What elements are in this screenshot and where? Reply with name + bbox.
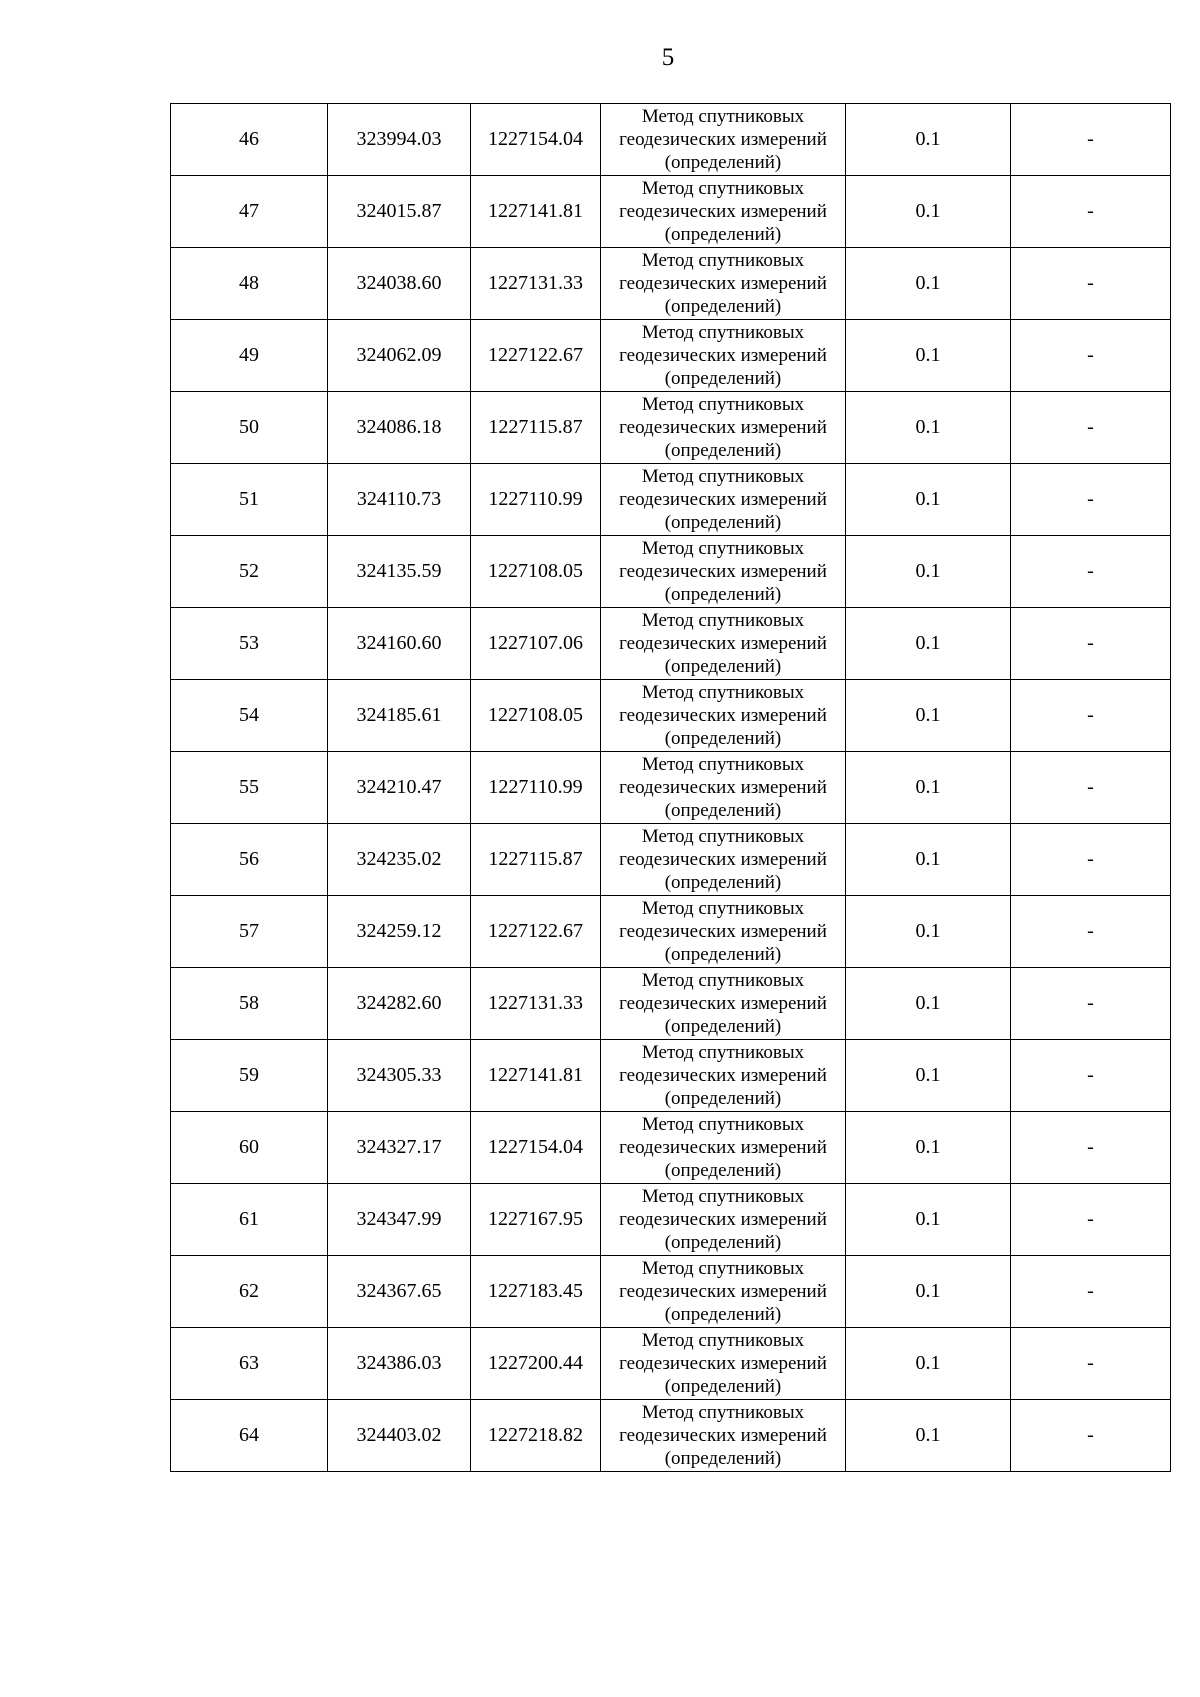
method-text-line: геодезических измерений <box>619 921 827 942</box>
method-cell <box>601 1184 846 1256</box>
table-row <box>171 896 1171 968</box>
table-row <box>171 608 1171 680</box>
point-number-cell: 47 <box>171 176 328 248</box>
x-coordinate-cell: 324235.02 <box>328 824 471 896</box>
method-cell <box>601 896 846 968</box>
method-cell <box>601 392 846 464</box>
table-row <box>171 824 1171 896</box>
method-text-line: Метод спутниковых <box>641 1402 805 1423</box>
method-text-line: Метод спутниковых <box>641 610 805 631</box>
note-cell: - <box>1011 104 1171 176</box>
x-coordinate-cell: 324386.03 <box>328 1328 471 1400</box>
note-cell: - <box>1011 176 1171 248</box>
coordinates-table <box>170 103 1171 1472</box>
method-text-line: (определений) <box>664 1376 782 1397</box>
y-coordinate-cell: 1227108.05 <box>471 536 601 608</box>
y-coordinate-cell: 1227141.81 <box>471 176 601 248</box>
method-text-line: Метод спутниковых <box>641 826 805 847</box>
method-text-line: геодезических измерений <box>619 489 827 510</box>
y-coordinate-cell: 1227218.82 <box>471 1400 601 1472</box>
accuracy-cell: 0.1 <box>846 104 1011 176</box>
table-row <box>171 248 1171 320</box>
table-row <box>171 536 1171 608</box>
note-cell: - <box>1011 392 1171 464</box>
accuracy-cell: 0.1 <box>846 680 1011 752</box>
y-coordinate-cell: 1227108.05 <box>471 680 601 752</box>
y-coordinate-cell: 1227122.67 <box>471 320 601 392</box>
accuracy-cell: 0.1 <box>846 320 1011 392</box>
method-text-line: (определений) <box>664 656 782 677</box>
table-row <box>171 968 1171 1040</box>
point-number-cell: 56 <box>171 824 328 896</box>
accuracy-cell: 0.1 <box>846 1256 1011 1328</box>
method-text-line: Метод спутниковых <box>641 106 805 127</box>
note-cell: - <box>1011 1184 1171 1256</box>
method-cell <box>601 824 846 896</box>
x-coordinate-cell: 324327.17 <box>328 1112 471 1184</box>
method-cell <box>601 536 846 608</box>
point-number-cell: 54 <box>171 680 328 752</box>
method-text-line: Метод спутниковых <box>641 754 805 775</box>
method-text-line: (определений) <box>664 1088 782 1109</box>
method-text-line: геодезических измерений <box>619 1065 827 1086</box>
y-coordinate-cell: 1227131.33 <box>471 968 601 1040</box>
x-coordinate-cell: 324403.02 <box>328 1400 471 1472</box>
method-text-line: Метод спутниковых <box>641 466 805 487</box>
method-cell <box>601 1112 846 1184</box>
method-cell <box>601 176 846 248</box>
method-text-line: (определений) <box>664 872 782 893</box>
method-text-line: (определений) <box>664 296 782 317</box>
accuracy-cell: 0.1 <box>846 896 1011 968</box>
method-text-line: Метод спутниковых <box>641 970 805 991</box>
note-cell: - <box>1011 752 1171 824</box>
table-row <box>171 680 1171 752</box>
method-text-line: Метод спутниковых <box>641 1042 805 1063</box>
method-cell <box>601 248 846 320</box>
y-coordinate-cell: 1227115.87 <box>471 392 601 464</box>
method-text-line: геодезических измерений <box>619 273 827 294</box>
point-number-cell: 48 <box>171 248 328 320</box>
y-coordinate-cell: 1227122.67 <box>471 896 601 968</box>
y-coordinate-cell: 1227131.33 <box>471 248 601 320</box>
accuracy-cell: 0.1 <box>846 1040 1011 1112</box>
method-text-line: геодезических измерений <box>619 1209 827 1230</box>
method-text-line: геодезических измерений <box>619 345 827 366</box>
note-cell: - <box>1011 320 1171 392</box>
accuracy-cell: 0.1 <box>846 824 1011 896</box>
accuracy-cell: 0.1 <box>846 608 1011 680</box>
accuracy-cell: 0.1 <box>846 392 1011 464</box>
method-text-line: (определений) <box>664 1016 782 1037</box>
method-text-line: (определений) <box>664 368 782 389</box>
method-text-line: Метод спутниковых <box>641 1330 805 1351</box>
x-coordinate-cell: 323994.03 <box>328 104 471 176</box>
point-number-cell: 58 <box>171 968 328 1040</box>
method-text-line: (определений) <box>664 1448 782 1469</box>
point-number-cell: 57 <box>171 896 328 968</box>
accuracy-cell: 0.1 <box>846 248 1011 320</box>
table-row <box>171 1184 1171 1256</box>
point-number-cell: 49 <box>171 320 328 392</box>
y-coordinate-cell: 1227115.87 <box>471 824 601 896</box>
method-text-line: геодезических измерений <box>619 1425 827 1446</box>
x-coordinate-cell: 324305.33 <box>328 1040 471 1112</box>
note-cell: - <box>1011 1040 1171 1112</box>
method-text-line: геодезических измерений <box>619 633 827 654</box>
method-text-line: геодезических измерений <box>619 705 827 726</box>
x-coordinate-cell: 324367.65 <box>328 1256 471 1328</box>
method-cell <box>601 752 846 824</box>
note-cell: - <box>1011 680 1171 752</box>
accuracy-cell: 0.1 <box>846 464 1011 536</box>
x-coordinate-cell: 324282.60 <box>328 968 471 1040</box>
table-row <box>171 320 1171 392</box>
method-cell <box>601 320 846 392</box>
note-cell: - <box>1011 1328 1171 1400</box>
method-cell <box>601 968 846 1040</box>
point-number-cell: 64 <box>171 1400 328 1472</box>
method-cell <box>601 1040 846 1112</box>
method-cell <box>601 1256 846 1328</box>
table-row <box>171 464 1171 536</box>
point-number-cell: 50 <box>171 392 328 464</box>
table-row <box>171 176 1171 248</box>
method-text-line: геодезических измерений <box>619 201 827 222</box>
y-coordinate-cell: 1227167.95 <box>471 1184 601 1256</box>
point-number-cell: 55 <box>171 752 328 824</box>
method-text-line: (определений) <box>664 728 782 749</box>
method-text-line: Метод спутниковых <box>641 1186 805 1207</box>
x-coordinate-cell: 324347.99 <box>328 1184 471 1256</box>
x-coordinate-cell: 324062.09 <box>328 320 471 392</box>
point-number-cell: 60 <box>171 1112 328 1184</box>
method-text-line: Метод спутниковых <box>641 322 805 343</box>
y-coordinate-cell: 1227154.04 <box>471 1112 601 1184</box>
method-text-line: геодезических измерений <box>619 1353 827 1374</box>
x-coordinate-cell: 324135.59 <box>328 536 471 608</box>
method-text-line: Метод спутниковых <box>641 682 805 703</box>
point-number-cell: 51 <box>171 464 328 536</box>
method-text-line: (определений) <box>664 1160 782 1181</box>
method-text-line: геодезических измерений <box>619 993 827 1014</box>
method-text-line: Метод спутниковых <box>641 1114 805 1135</box>
method-text-line: (определений) <box>664 152 782 173</box>
x-coordinate-cell: 324160.60 <box>328 608 471 680</box>
point-number-cell: 63 <box>171 1328 328 1400</box>
x-coordinate-cell: 324210.47 <box>328 752 471 824</box>
point-number-cell: 62 <box>171 1256 328 1328</box>
method-text-line: Метод спутниковых <box>641 538 805 559</box>
method-text-line: геодезических измерений <box>619 777 827 798</box>
method-text-line: геодезических измерений <box>619 1137 827 1158</box>
table-row <box>171 1112 1171 1184</box>
note-cell: - <box>1011 1400 1171 1472</box>
method-text-line: Метод спутниковых <box>641 898 805 919</box>
point-number-cell: 53 <box>171 608 328 680</box>
method-text-line: (определений) <box>664 800 782 821</box>
accuracy-cell: 0.1 <box>846 1328 1011 1400</box>
note-cell: - <box>1011 968 1171 1040</box>
method-text-line: (определений) <box>664 440 782 461</box>
method-cell <box>601 1328 846 1400</box>
method-cell <box>601 1400 846 1472</box>
note-cell: - <box>1011 608 1171 680</box>
method-text-line: геодезических измерений <box>619 849 827 870</box>
accuracy-cell: 0.1 <box>846 752 1011 824</box>
method-cell <box>601 680 846 752</box>
table-row <box>171 1400 1171 1472</box>
table-body <box>171 104 1171 1472</box>
y-coordinate-cell: 1227183.45 <box>471 1256 601 1328</box>
note-cell: - <box>1011 1256 1171 1328</box>
x-coordinate-cell: 324185.61 <box>328 680 471 752</box>
accuracy-cell: 0.1 <box>846 968 1011 1040</box>
table-row <box>171 1040 1171 1112</box>
table-row <box>171 752 1171 824</box>
x-coordinate-cell: 324015.87 <box>328 176 471 248</box>
method-text-line: (определений) <box>664 224 782 245</box>
note-cell: - <box>1011 248 1171 320</box>
method-text-line: геодезических измерений <box>619 561 827 582</box>
method-text-line: (определений) <box>664 944 782 965</box>
point-number-cell: 59 <box>171 1040 328 1112</box>
method-text-line: (определений) <box>664 512 782 533</box>
method-text-line: Метод спутниковых <box>641 250 805 271</box>
method-text-line: геодезических измерений <box>619 129 827 150</box>
table-row <box>171 1328 1171 1400</box>
note-cell: - <box>1011 464 1171 536</box>
y-coordinate-cell: 1227107.06 <box>471 608 601 680</box>
page-number: 5 <box>661 44 675 71</box>
method-text-line: (определений) <box>664 584 782 605</box>
table-row <box>171 104 1171 176</box>
x-coordinate-cell: 324259.12 <box>328 896 471 968</box>
table-row <box>171 392 1171 464</box>
method-text-line: геодезических измерений <box>619 417 827 438</box>
method-text-line: Метод спутниковых <box>641 1258 805 1279</box>
y-coordinate-cell: 1227141.81 <box>471 1040 601 1112</box>
accuracy-cell: 0.1 <box>846 1184 1011 1256</box>
accuracy-cell: 0.1 <box>846 1400 1011 1472</box>
accuracy-cell: 0.1 <box>846 1112 1011 1184</box>
x-coordinate-cell: 324038.60 <box>328 248 471 320</box>
note-cell: - <box>1011 896 1171 968</box>
method-cell <box>601 104 846 176</box>
y-coordinate-cell: 1227154.04 <box>471 104 601 176</box>
table-row <box>171 1256 1171 1328</box>
method-text-line: (определений) <box>664 1232 782 1253</box>
note-cell: - <box>1011 824 1171 896</box>
note-cell: - <box>1011 536 1171 608</box>
y-coordinate-cell: 1227200.44 <box>471 1328 601 1400</box>
y-coordinate-cell: 1227110.99 <box>471 464 601 536</box>
method-text-line: Метод спутниковых <box>641 394 805 415</box>
accuracy-cell: 0.1 <box>846 536 1011 608</box>
method-cell <box>601 608 846 680</box>
method-text-line: (определений) <box>664 1304 782 1325</box>
method-text-line: Метод спутниковых <box>641 178 805 199</box>
accuracy-cell: 0.1 <box>846 176 1011 248</box>
point-number-cell: 61 <box>171 1184 328 1256</box>
point-number-cell: 46 <box>171 104 328 176</box>
y-coordinate-cell: 1227110.99 <box>471 752 601 824</box>
x-coordinate-cell: 324110.73 <box>328 464 471 536</box>
method-cell <box>601 464 846 536</box>
note-cell: - <box>1011 1112 1171 1184</box>
method-text-line: геодезических измерений <box>619 1281 827 1302</box>
point-number-cell: 52 <box>171 536 328 608</box>
x-coordinate-cell: 324086.18 <box>328 392 471 464</box>
